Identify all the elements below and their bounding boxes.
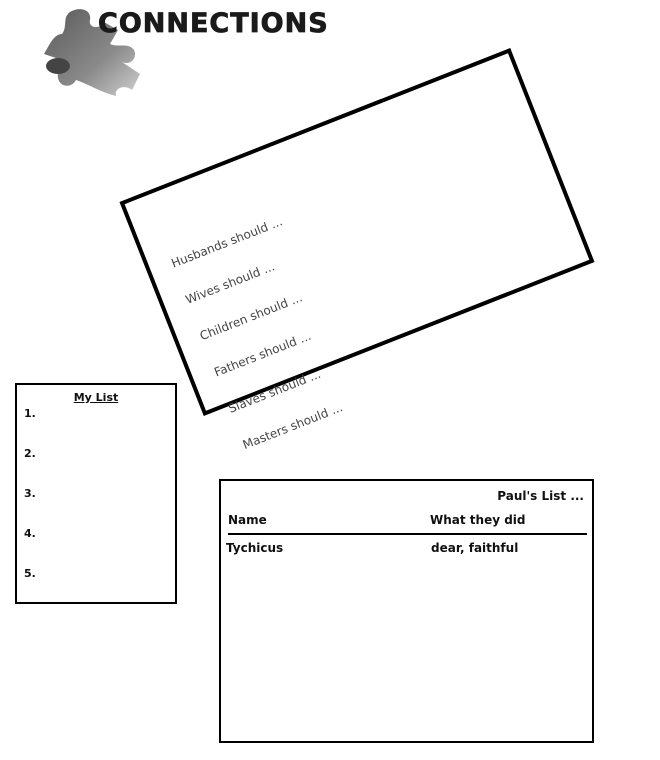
prompt-wives: Wives should ...	[183, 259, 277, 307]
my-list-box	[15, 383, 177, 604]
list-item-number: 2.	[24, 447, 36, 460]
my-list-heading: My List	[73, 391, 119, 404]
prompt-fathers: Fathers should ...	[212, 328, 314, 380]
row-what: dear, faithful	[431, 541, 519, 555]
list-item-number: 3.	[24, 487, 36, 500]
list-item-number: 4.	[24, 527, 36, 540]
prompt-husbands: Husbands should ...	[169, 214, 285, 271]
header-divider	[228, 533, 587, 535]
pauls-list-box	[219, 479, 594, 743]
list-item-number: 5.	[24, 567, 36, 580]
prompt-children: Children should ...	[197, 290, 305, 344]
prompt-slaves: Slaves should ...	[226, 366, 323, 416]
prompt-masters: Masters should ...	[240, 400, 345, 453]
column-header-what: What they did	[430, 513, 526, 527]
pauls-list-title: Paul's List ...	[497, 489, 584, 503]
column-header-name: Name	[228, 513, 267, 527]
list-item-number: 1.	[24, 407, 36, 420]
row-name: Tychicus	[226, 541, 284, 555]
logo-title: CONNECTIONS	[98, 8, 329, 39]
connections-logo	[40, 4, 329, 104]
